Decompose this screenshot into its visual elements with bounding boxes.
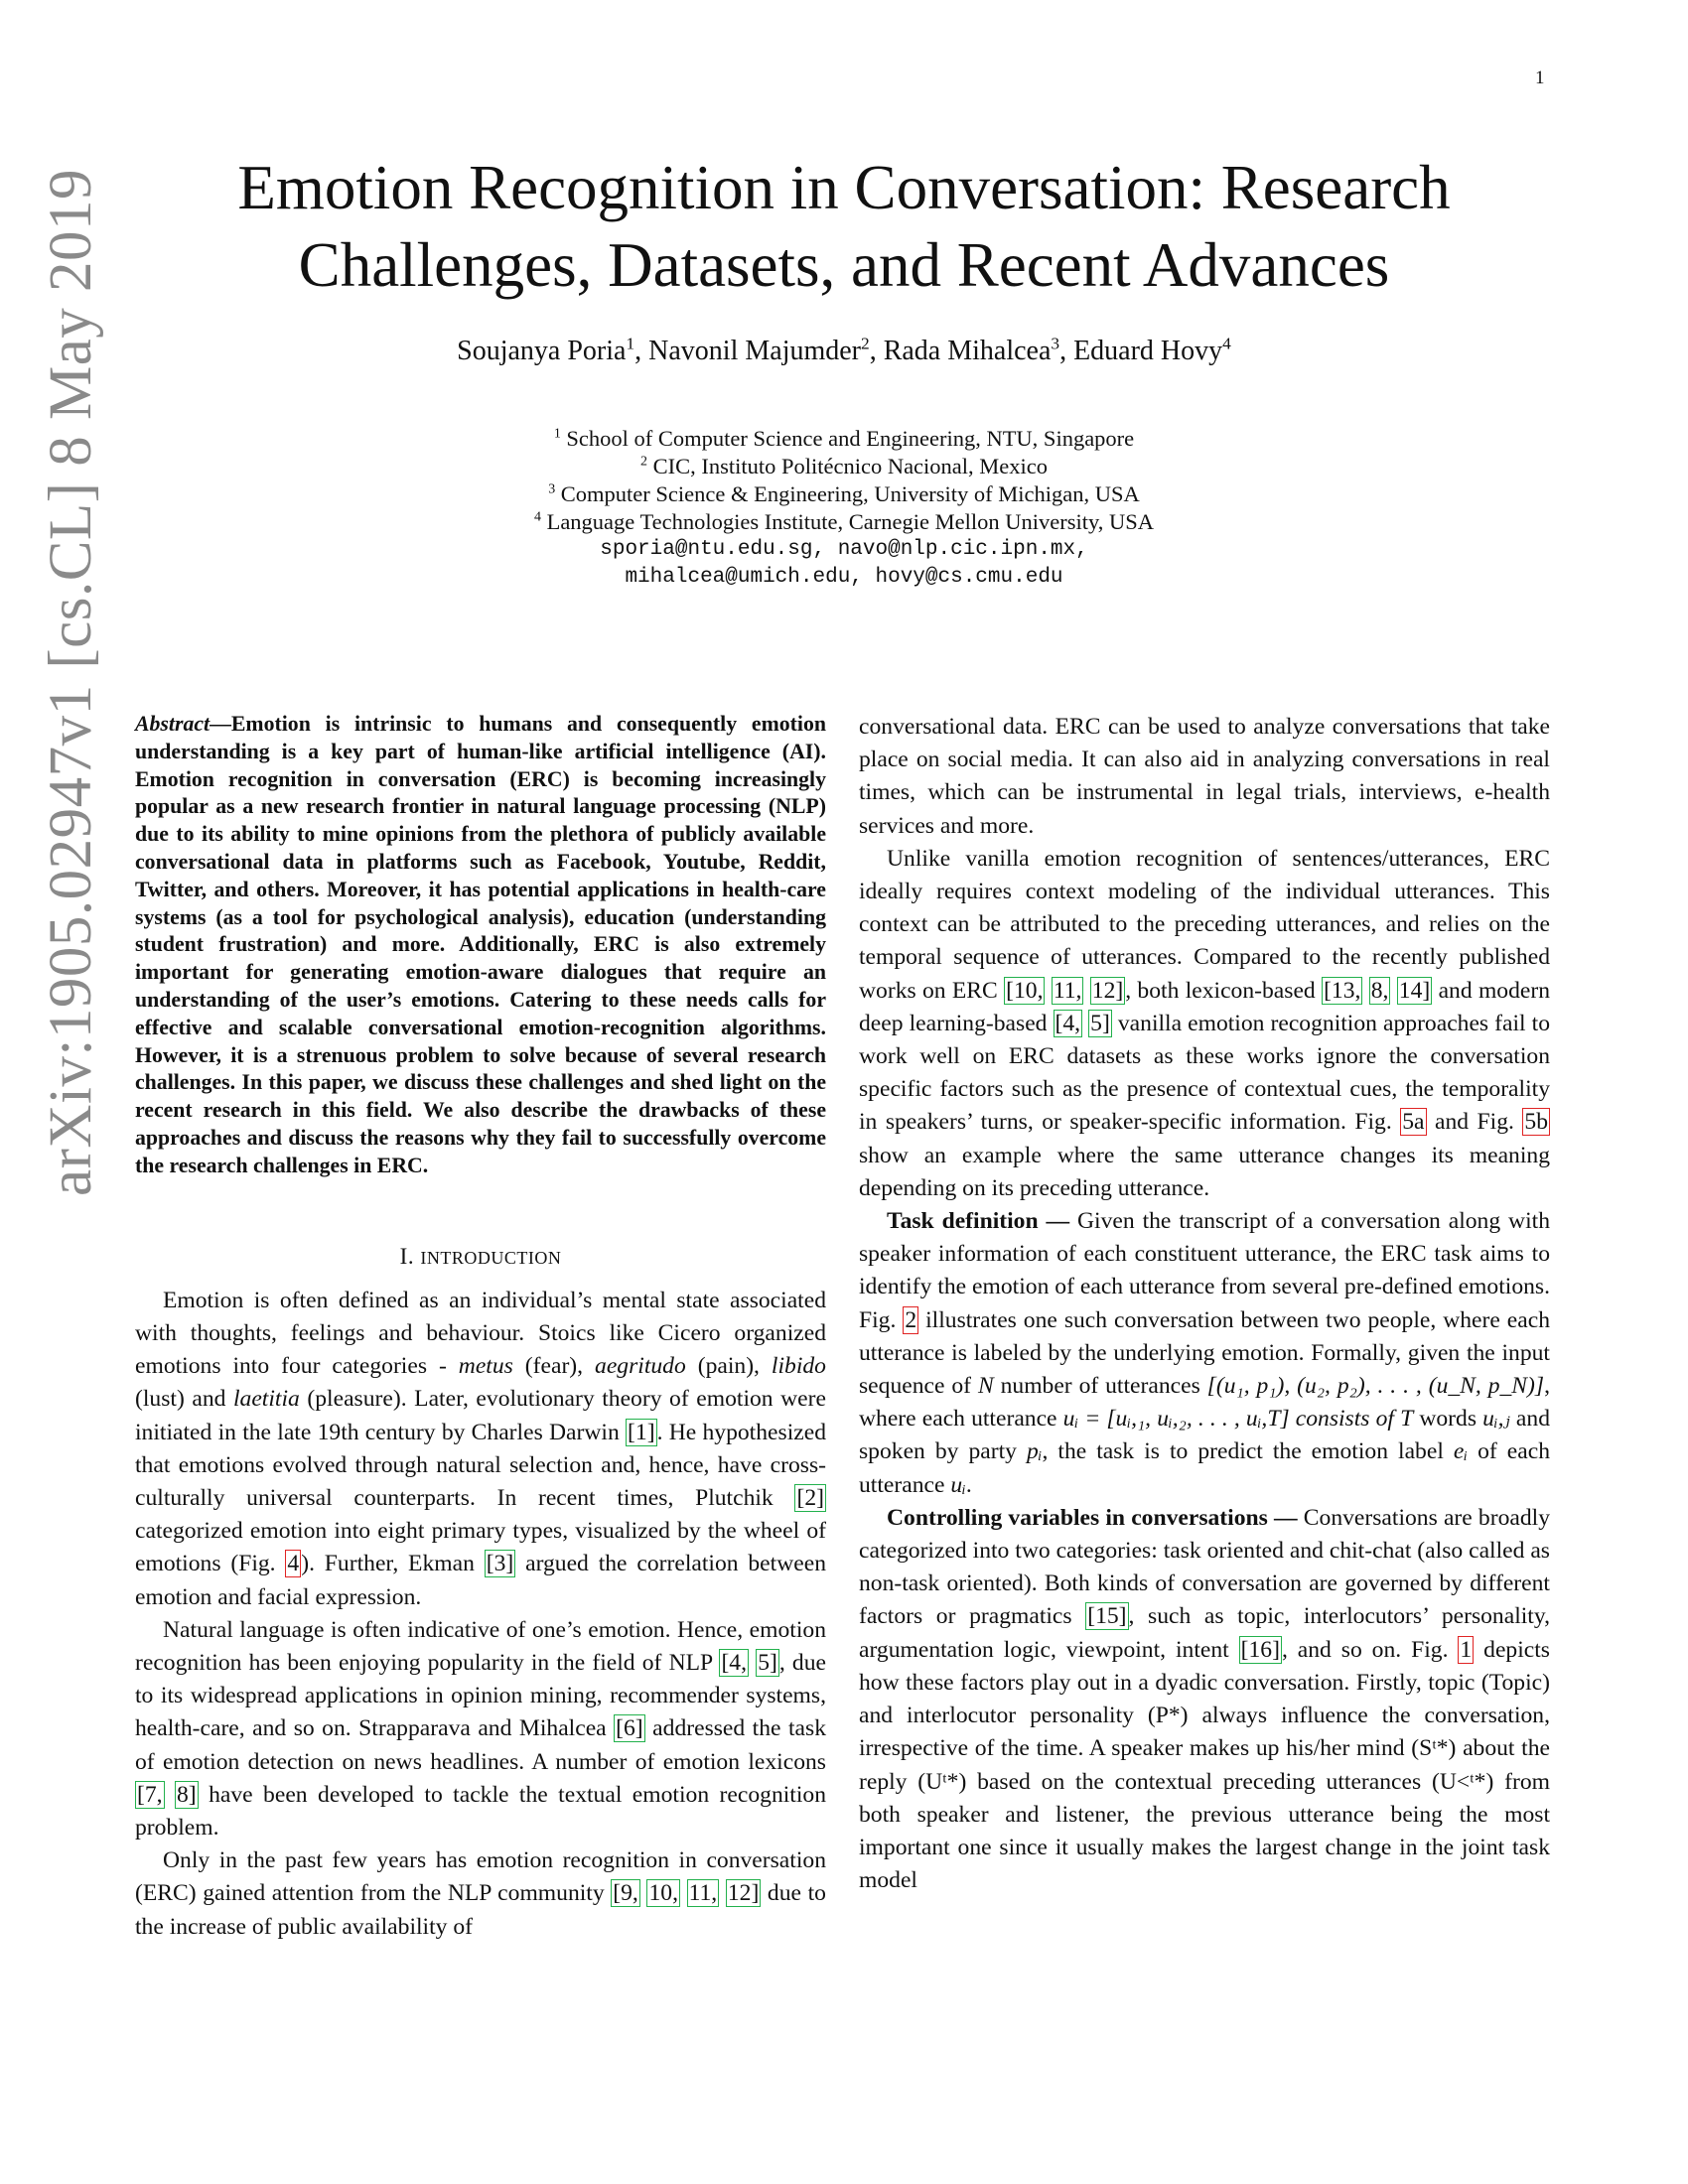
figure-link[interactable]: 2 [905,1306,917,1333]
affiliation: Computer Science & Engineering, University of Michigan, USA [560,481,1140,506]
figure-link[interactable]: 5a [1402,1109,1425,1136]
citation-link[interactable]: [6] [616,1715,643,1742]
affiliation: School of Computer Science and Engineering, NTU, Singapore [566,426,1135,451]
affiliation: Language Technologies Institute, Carnegie Mellon University, USA [546,509,1155,534]
figure-link[interactable]: 4 [287,1551,300,1577]
paragraph: Only in the past few years has emotion recognition in conversation (ERC) gained attention from the NLP community [9, 10, 11, 12] due to the increase of public availability of [135,1847,826,1940]
run-in-heading: Task definition — [887,1208,1070,1235]
citation-link[interactable]: [10, [1006,977,1044,1004]
author-list: Soujanya Poria$^1$, Navonil Majumder$^2$, Rada Mihalcea$^3$, Eduard Hovy$^4$ [457,334,1231,366]
author-name: Navonil Majumder [648,336,861,366]
arxiv-stamp: arXiv:1905.02947v1 [cs.CL] 8 May 2019 [38,168,104,1196]
citation-link[interactable]: 8, [1370,977,1389,1004]
citation-link[interactable]: [9, [613,1880,638,1907]
figure-link[interactable]: 1 [1460,1636,1473,1663]
section-title: INTRODUCTION [420,1247,562,1268]
email-line: sporia@ntu.edu.sg, navo@nlp.cic.ipn.mx, [600,538,1088,561]
paragraph: Task definition — Given the transcript of a conversation along with speaker information of each constituent utterance, the ERC task aims to identify the emotion of each utterance from several pre-defined emotions. Fig. 2 illustrates one such conversation between two people, where each utterance is labeled by the underlying emotion. Formally, given the input sequence of N number of utterances [(u₁, p₁), (u₂, p₂), . . . , (u_N, p_N)], where each utterance uᵢ = [uᵢ,₁, uᵢ,₂, . . . , uᵢ,T] consists of T words uᵢ,ⱼ and spoken by party pᵢ, the task is to predict the emotion label eᵢ of each utterance uᵢ. [859,1208,1551,1498]
paragraph: Controlling variables in conversations — Conversations are broadly categorized into two categories: task oriented and chit-chat (also called as non-task oriented). Both kinds of conversation are governed by different factors or pragmatics [15], such as topic, interlocutors’ personality, argumentation logic, viewpoint, intent [16], and so on. Fig. 1 depicts how these factors play out in a dyadic conversation. Firstly, topic (Topic) and interlocutor personality (P*) always influence the conversation, irrespective of the time. A speaker makes up his/her mind (Sᵗ*) about the reply (Uᵗ*) based on the contextual preceding utterances (U<ᵗ*) from both speaker and listener, the previous utterance being the most important one since it usually makes the largest change in the joint task model [859,1504,1551,1894]
paragraph: Emotion is often defined as an individual’s mental state associated with thoughts, feelings and behaviour. Stoics like Cicero organized emotions into four categories - metus (fear), aegritudo (pain), libido (lust) and laetitia (pleasure). Later, evolutionary theory of emotion were initiated in the late 19th century by Charles Darwin [1]. He hypothesized that emotions evolved through natural selection and, hence, have cross-culturally universal counterparts. In recent times, Plutchik [2] categorized emotion into eight primary types, visualized by the wheel of emotions (Fig. 4). Further, Ekman [3] argued the correlation between emotion and facial expression. [135,1287,826,1610]
affiliation: CIC, Instituto Politécnico Nacional, Mexico [652,454,1049,478]
citation-link[interactable]: [4, [1055,1010,1081,1036]
page-number: 1 [1535,68,1545,88]
citation-link[interactable]: 12] [1091,977,1124,1004]
citation-link[interactable]: [15] [1087,1603,1127,1630]
paragraph: Unlike vanilla emotion recognition of sentences/utterances, ERC ideally requires context modeling of the individual utterances. This context can be attributed to the preceding utterances, and relies on the temporal sequence of utterances. Compared to the recently published works on ERC [10, 11, 12], both lexicon-based [13, 8, 14] and modern deep learning-based [4, 5] vanilla emotion recognition approaches fail to work well on ERC datasets as these works ignore the conversation specific factors such as the presence of contextual cues, the temporality in speakers’ turns, or speaker-specific information. Fig. 5a and Fig. 5b show an example where the same utterance changes its meaning depending on its preceding utterance. [859,845,1551,1201]
citation-link[interactable]: [7, [137,1781,163,1808]
affiliations: $^1$ School of Computer Science and Engineering, NTU, Singapore $^2$ CIC, Instituto Politécnico Nacional, Mexico $^3$ Computer Science & Engineering, University of Michigan, USA $^4$ Language Technologies Institute, Carnegie Mellon University, USA sporia@ntu.edu.sg, navo@nlp.cic.ipn.mx, mihalcea@umich.edu, hovy@cs.cmu.edu [149,425,1539,592]
citation-link[interactable]: [16] [1240,1636,1280,1663]
abstract-text: —Emotion is intrinsic to humans and consequently emotion understanding is a key part of human-like artificial intelligence (AI). Emotion recognition in conversation (ERC) is becoming increasingly popular as a new research frontier in natural language processing (NLP) due to its ability to mine opinions from the plethora of publicly available conversational data in platforms such as Facebook, Youtube, Reddit, Twitter, and others. Moreover, it has potential applications in health-care systems (as a tool for psychological analysis), education (understanding student frustration) and more. Additionally, ERC is also extremely important for generating emotion-aware dialogues that require an understanding of the user’s emotions. Catering to these needs calls for effective and scalable conversational emotion-recognition algorithms. However, it is a strenuous problem to solve because of several research challenges. In this paper, we discuss these challenges and shed light on the recent research in this field. We also describe the drawbacks of these approaches and discuss the reasons why they fail to successfully overcome the research challenges in ERC. [135,712,826,1177]
paragraph: conversational data. ERC can be used to analyze conversations that take place on social media. It can also aid in analyzing conversations in real times, which can be instrumental in legal trials, interviews, e-health services and more. [859,714,1550,839]
citation-link[interactable]: 8] [177,1781,197,1808]
paragraph: Natural language is often indicative of one’s emotion. Hence, emotion recognition has been enjoying popularity in the field of NLP [4, 5], due to its widespread applications in opinion mining, recommender systems, health-care, and so on. Strapparava and Mihalcea [6] addressed the task of emotion detection on news headlines. A number of emotion lexicons [7, 8] have been developed to tackle the textual emotion recognition problem. [135,1616,827,1841]
citation-link[interactable]: [3] [486,1551,514,1577]
abstract-label: Abstract [135,712,211,736]
left-column [135,711,826,1944]
right-column [859,711,1550,1897]
section-heading: I. INTRODUCTION [399,1243,562,1269]
author-name: Rada Mihalcea [883,336,1052,366]
citation-link[interactable]: 11, [688,1880,718,1907]
citation-link[interactable]: [13, [1324,977,1361,1004]
citation-link[interactable]: 5] [1090,1010,1110,1036]
citation-link[interactable]: [4, [721,1649,748,1676]
citation-link[interactable]: 11, [1053,977,1082,1004]
author-name: Soujanya Poria [457,336,627,366]
author-name: Eduard Hovy [1073,336,1223,366]
math-expression: [(u₁, p₁), (u₂, p₂), . . . , (u_N, p_N)] [1206,1373,1545,1400]
citation-link[interactable]: [1] [628,1419,655,1445]
citation-link[interactable]: 5] [758,1649,777,1676]
figure-link[interactable]: 5b [1524,1109,1548,1136]
email-line: mihalcea@umich.edu, hovy@cs.cmu.edu [625,566,1063,589]
run-in-heading: Controlling variables in conversations — [887,1504,1298,1531]
citation-link[interactable]: [2] [796,1484,824,1511]
citation-link[interactable]: 12] [727,1880,760,1907]
paper-title: Emotion Recognition in Conversation: Research Challenges, Datasets, and Recent Advances [237,153,1451,300]
citation-link[interactable]: 10, [648,1880,678,1907]
abstract [135,711,826,1180]
citation-link[interactable]: 14] [1398,977,1431,1004]
